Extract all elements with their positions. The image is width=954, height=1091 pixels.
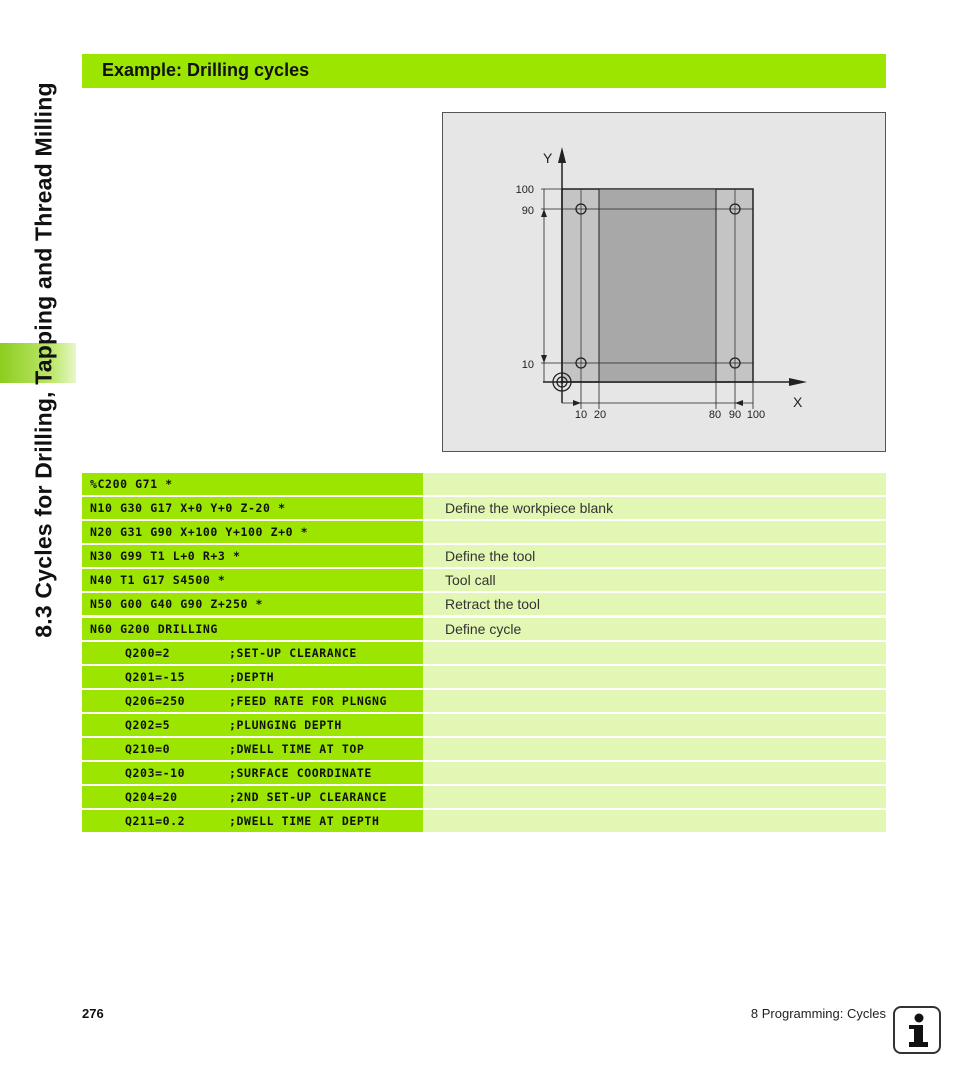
- info-icon: [893, 1006, 941, 1054]
- x-tick-label: 80: [708, 409, 722, 421]
- cycle-param-value: Q203=-10: [125, 766, 186, 781]
- program-description: [423, 810, 886, 832]
- cycle-param-code: [82, 738, 423, 760]
- program-code: N60 G200 DRILLING: [82, 618, 423, 640]
- cycle-param-value: Q206=250: [125, 693, 186, 708]
- x-tick-label: 20: [593, 409, 607, 421]
- workpiece-pocket: [599, 189, 716, 382]
- program-row: [82, 521, 886, 543]
- x-tick-label: 100: [746, 409, 766, 421]
- program-code: %C200 G71 *: [82, 473, 423, 495]
- cycle-param-code: [82, 666, 423, 688]
- program-row: [82, 618, 886, 640]
- program-code: N30 G99 T1 L+0 R+3 *: [82, 545, 423, 567]
- cycle-param-comment: ;PLUNGING DEPTH: [229, 717, 342, 732]
- cycle-param-value: Q211=0.2: [125, 814, 186, 829]
- program-description: [423, 666, 886, 688]
- x-axis-label: X: [793, 394, 803, 410]
- program-code: N40 T1 G17 S4500 *: [82, 569, 423, 591]
- x-axis-arrow-icon: [789, 378, 807, 386]
- x-tick-label: 90: [728, 409, 742, 421]
- program-code: N20 G31 G90 X+100 Y+100 Z+0 *: [82, 521, 423, 543]
- program-description: [423, 690, 886, 712]
- cycle-param-comment: ;SET-UP CLEARANCE: [229, 645, 357, 660]
- cycle-param-row: [82, 786, 886, 808]
- program-code: N10 G30 G17 X+0 Y+0 Z-20 *: [82, 497, 423, 519]
- program-description: [423, 714, 886, 736]
- cycle-param-comment: ;DWELL TIME AT TOP: [229, 742, 365, 757]
- y-tick-label: 100: [515, 184, 534, 196]
- cycle-param-comment: ;DWELL TIME AT DEPTH: [229, 814, 380, 829]
- cycle-param-code: [82, 642, 423, 664]
- cycle-param-row: [82, 738, 886, 760]
- section-header: [82, 54, 886, 88]
- program-description: [423, 521, 886, 543]
- cycle-param-value: Q204=20: [125, 790, 178, 805]
- program-description: [423, 642, 886, 664]
- cycle-param-comment: ;2ND SET-UP CLEARANCE: [229, 790, 387, 805]
- y-axis-label: Y: [543, 150, 553, 166]
- program-description: Define cycle: [423, 618, 886, 640]
- cycle-param-value: Q200=2: [125, 645, 171, 660]
- workpiece-drawing: [443, 113, 887, 453]
- cycle-param-row: [82, 642, 886, 664]
- program-row: [82, 497, 886, 519]
- drilling-figure: [442, 112, 886, 452]
- section-header-title: Example: Drilling cycles: [102, 60, 310, 80]
- program-description: Retract the tool: [423, 593, 886, 615]
- x-tick-label: 10: [574, 409, 588, 421]
- program-description: [423, 786, 886, 808]
- chapter-side-title-text: 8.3 Cycles for Drilling, Tapping and Thread Milling: [30, 82, 57, 638]
- program-description: Tool call: [423, 569, 886, 591]
- cycle-param-code: [82, 762, 423, 784]
- cycle-param-row: [82, 762, 886, 784]
- cycle-param-row: [82, 714, 886, 736]
- program-row: [82, 569, 886, 591]
- footer-chapter-title: 8 Programming: Cycles: [750, 1006, 886, 1021]
- program-description: [423, 762, 886, 784]
- chapter-side-title: [8, 0, 78, 1091]
- cycle-param-value: Q210=0: [125, 742, 171, 757]
- cycle-param-comment: ;SURFACE COORDINATE: [229, 766, 372, 781]
- cycle-param-row: [82, 666, 886, 688]
- program-row: [82, 473, 886, 495]
- cycle-param-comment: ;DEPTH: [229, 669, 275, 684]
- program-row: [82, 593, 886, 615]
- program-row: [82, 545, 886, 567]
- cycle-param-row: [82, 810, 886, 832]
- y-tick-label: 10: [521, 359, 534, 371]
- page-number: 276: [82, 1006, 104, 1021]
- cycle-param-code: [82, 714, 423, 736]
- program-description: Define the workpiece blank: [423, 497, 886, 519]
- program-code: N50 G00 G40 G90 Z+250 *: [82, 593, 423, 615]
- cycle-param-row: [82, 690, 886, 712]
- cycle-param-value: Q201=-15: [125, 669, 186, 684]
- y-tick-label: 90: [521, 205, 534, 217]
- cycle-param-code: [82, 786, 423, 808]
- cycle-param-value: Q202=5: [125, 717, 171, 732]
- y-axis-arrow-icon: [558, 147, 566, 163]
- program-description: [423, 473, 886, 495]
- program-description: Define the tool: [423, 545, 886, 567]
- cycle-param-code: [82, 810, 423, 832]
- cycle-param-code: [82, 690, 423, 712]
- program-description: [423, 738, 886, 760]
- nc-program-listing: [82, 473, 886, 834]
- cycle-param-comment: ;FEED RATE FOR PLNGNG: [229, 693, 387, 708]
